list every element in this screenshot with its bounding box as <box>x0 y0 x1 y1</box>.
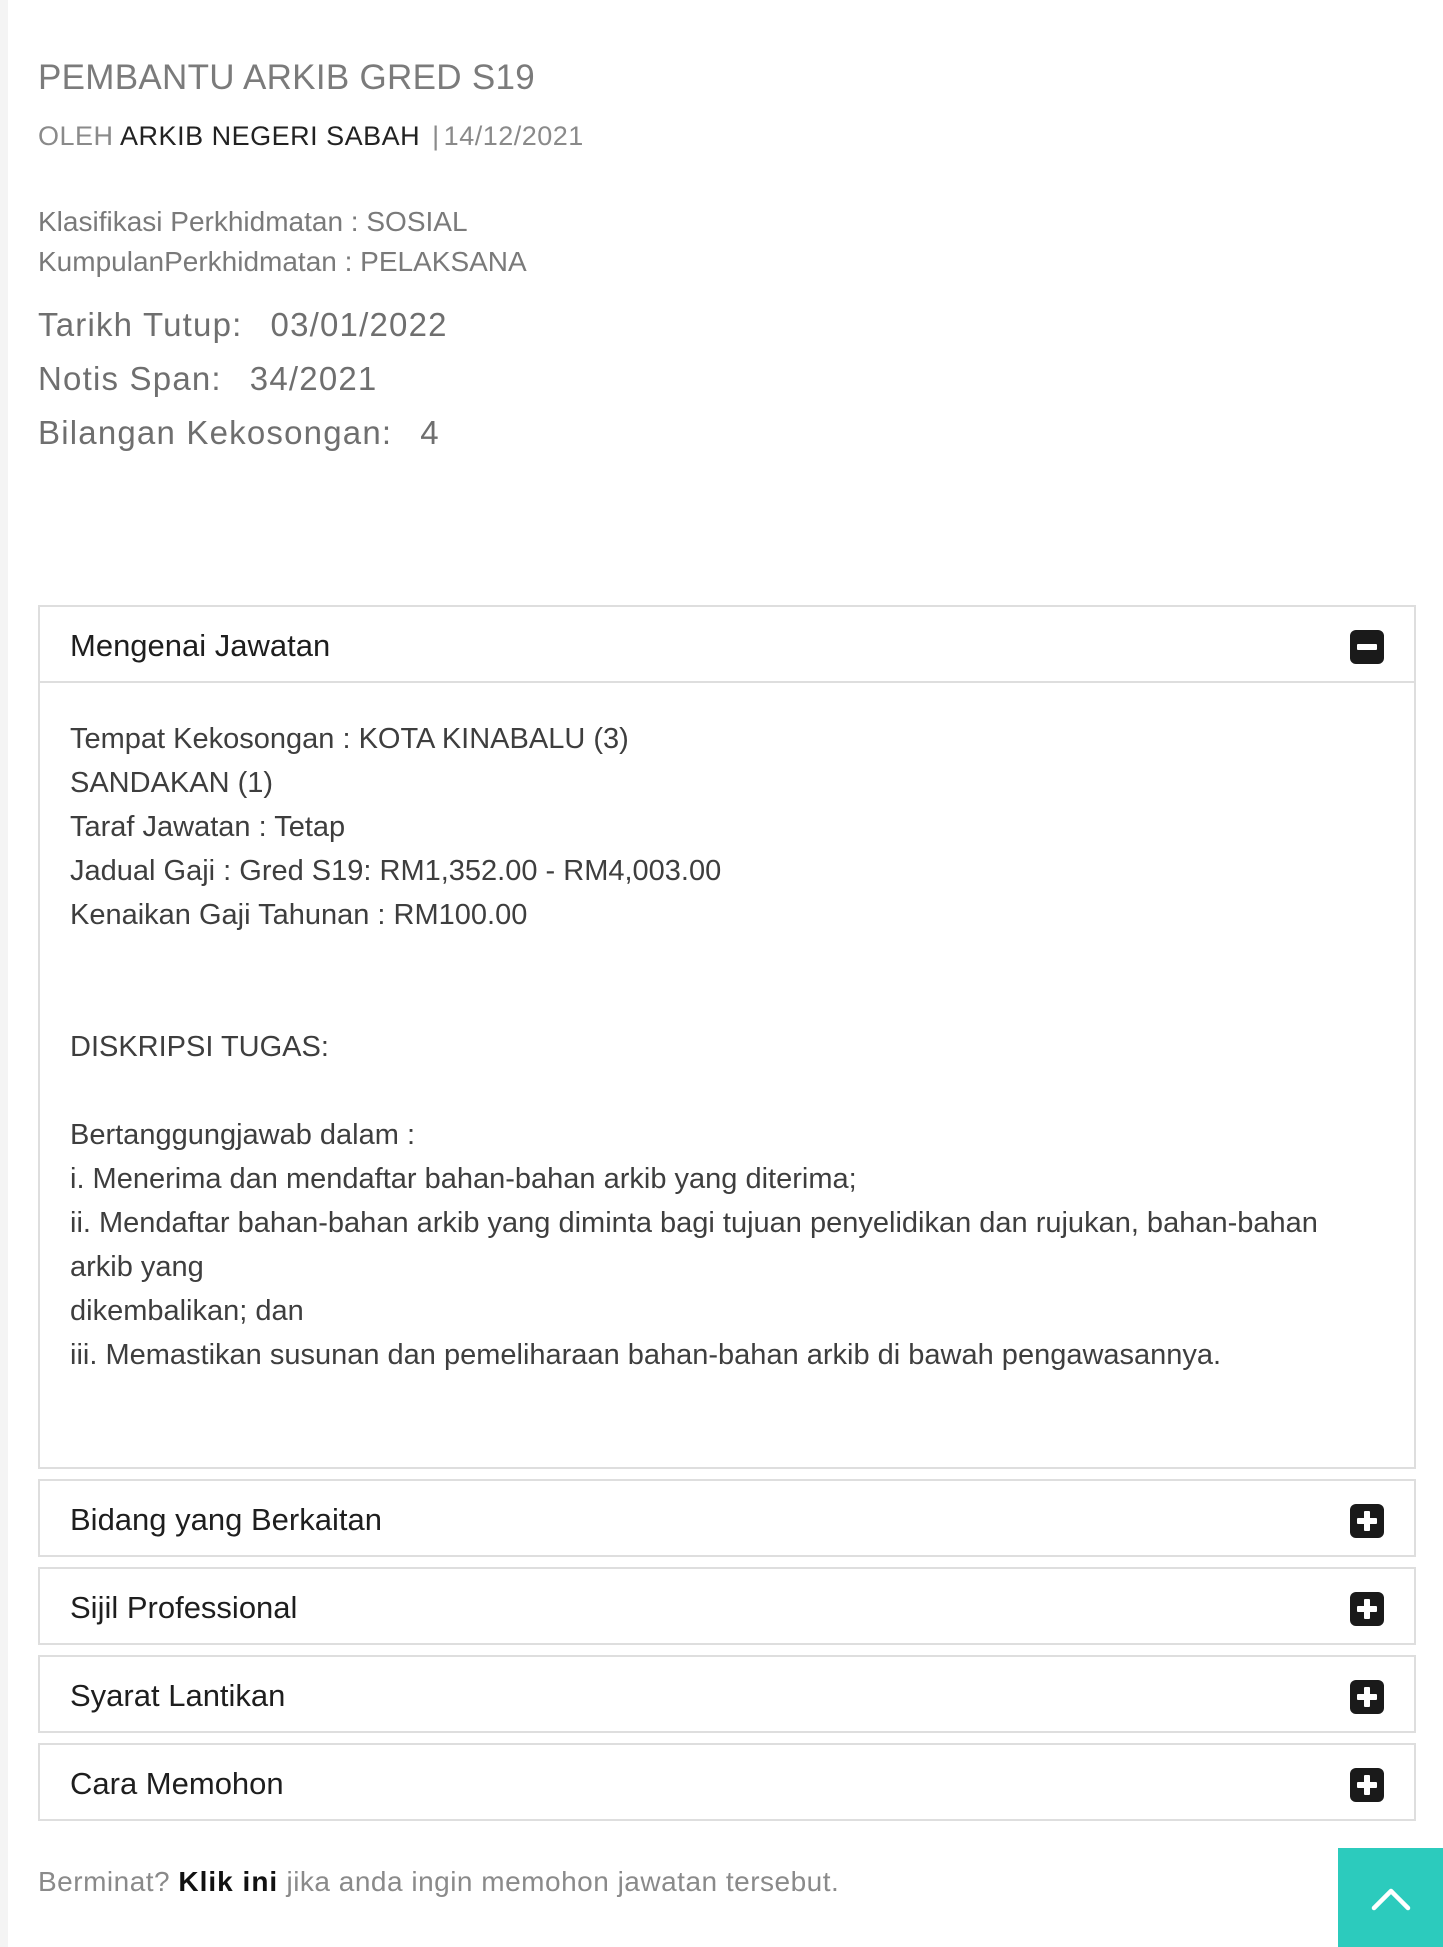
panel-bidang-berkaitan[interactable] <box>38 1479 1416 1557</box>
vacancy-location: Tempat Kekosongan : KOTA KINABALU (3) <box>70 723 629 755</box>
panel-sijil-professional[interactable] <box>38 1567 1416 1645</box>
span-notice-value: 34/2021 <box>249 360 378 397</box>
closing-date <box>38 306 448 344</box>
closing-date-value: 03/01/2022 <box>270 306 448 343</box>
left-edge-strip <box>0 0 8 1947</box>
panel-title: Syarat Lantikan <box>70 1678 286 1713</box>
plus-square-icon[interactable] <box>1350 1680 1384 1714</box>
apply-link[interactable]: Klik ini <box>178 1866 279 1897</box>
plus-square-icon[interactable] <box>1350 1592 1384 1626</box>
apply-suffix: jika anda ingin memohon jawatan tersebut. <box>286 1866 840 1897</box>
duty-item: dikembalikan; dan <box>70 1295 304 1327</box>
salary-schedule: Jadual Gaji : Gred S19: RM1,352.00 - RM4,003.00 <box>70 855 722 887</box>
chevron-up-icon <box>1370 1882 1412 1914</box>
duty-item: iii. Memastikan susunan dan pemeliharaan bahan-bahan arkib di bawah pengawasannya. <box>70 1339 1222 1371</box>
organization-name: ARKIB NEGERI SABAH <box>120 121 421 151</box>
apply-prompt <box>38 1866 839 1898</box>
closing-date-label: Tarikh Tutup: <box>38 306 243 343</box>
vacancy-count-value: 4 <box>420 414 440 451</box>
panel-header-sijil-professional[interactable] <box>40 1569 1414 1643</box>
vacancy-count-label: Bilangan Kekosongan: <box>38 414 393 451</box>
service-classification: Klasifikasi Perkhidmatan : SOSIAL <box>38 206 468 237</box>
minus-square-icon[interactable] <box>1350 630 1384 664</box>
position-status: Taraf Jawatan : Tetap <box>70 811 346 843</box>
panel-header-bidang-berkaitan[interactable] <box>40 1481 1414 1555</box>
byline-separator: | <box>432 121 440 151</box>
duties-heading: DISKRIPSI TUGAS: <box>70 1031 329 1063</box>
panel-cara-memohon[interactable] <box>38 1743 1416 1821</box>
duty-item: i. Menerima dan mendaftar bahan-bahan arkib yang diterima; <box>70 1163 857 1195</box>
plus-square-icon[interactable] <box>1350 1504 1384 1538</box>
post-date: 14/12/2021 <box>443 121 584 151</box>
panel-title: Bidang yang Berkaitan <box>70 1502 382 1537</box>
plus-square-icon[interactable] <box>1350 1768 1384 1802</box>
vacancy-count <box>38 414 440 452</box>
vacancy-location-2: SANDAKAN (1) <box>70 767 274 799</box>
by-label: OLEH <box>38 121 114 151</box>
job-byline <box>38 121 584 152</box>
panel-syarat-lantikan[interactable] <box>38 1655 1416 1733</box>
scroll-to-top-button[interactable] <box>1338 1848 1443 1947</box>
panel-mengenai-jawatan <box>38 605 1416 1469</box>
panel-body-mengenai-jawatan <box>70 717 1380 1377</box>
panel-header-cara-memohon[interactable] <box>40 1745 1414 1819</box>
job-title: PEMBANTU ARKIB GRED S19 <box>38 58 536 97</box>
panel-header-syarat-lantikan[interactable] <box>40 1657 1414 1731</box>
duty-item: ii. Mendaftar bahan-bahan arkib yang diminta bagi tujuan penyelidikan dan rujukan, bahan-bahan arkib yang <box>70 1207 1318 1283</box>
panel-title: Mengenai Jawatan <box>70 628 331 663</box>
service-group: KumpulanPerkhidmatan : PELAKSANA <box>38 246 527 277</box>
panel-header-mengenai-jawatan[interactable] <box>40 607 1414 683</box>
duties-intro: Bertanggungjawab dalam : <box>70 1119 416 1151</box>
span-notice <box>38 360 377 398</box>
panel-title: Sijil Professional <box>70 1590 298 1625</box>
panel-title: Cara Memohon <box>70 1766 284 1801</box>
apply-prefix: Berminat? <box>38 1866 171 1897</box>
span-notice-label: Notis Span: <box>38 360 222 397</box>
annual-increment: Kenaikan Gaji Tahunan : RM100.00 <box>70 899 528 931</box>
